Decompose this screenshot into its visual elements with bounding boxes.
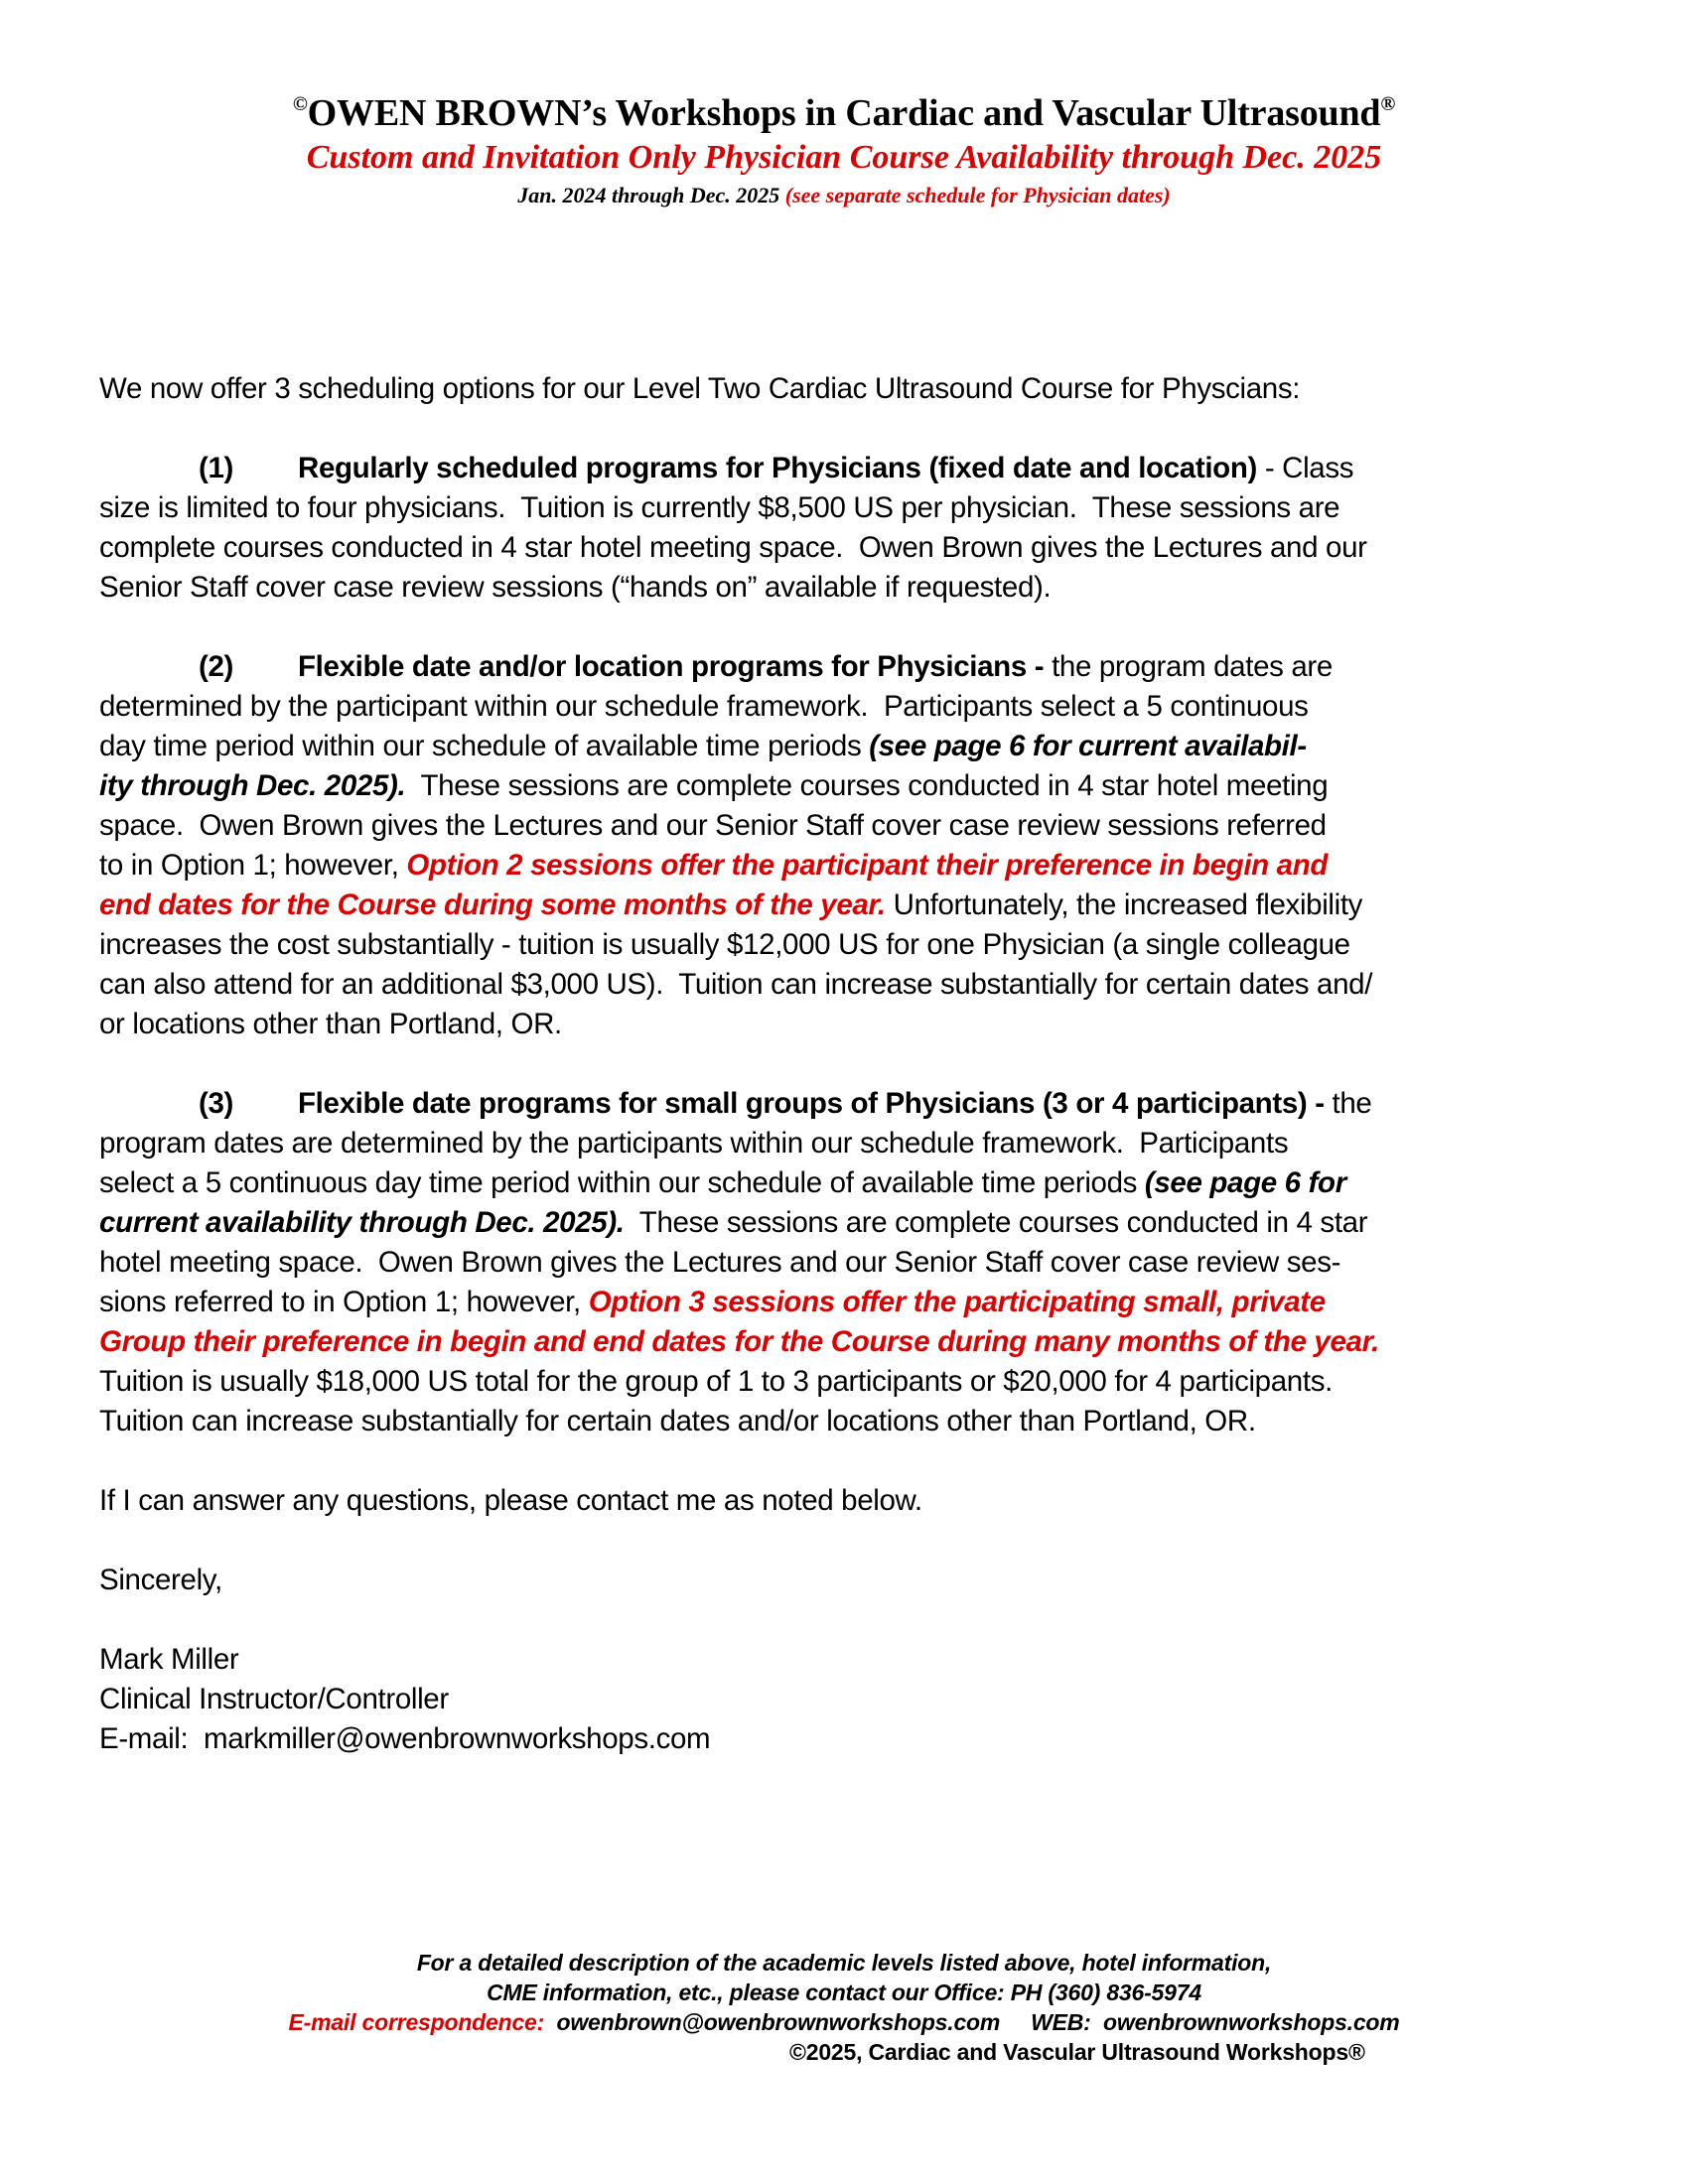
option-heading: Flexible date and/or location programs for Physicians - [298,650,1045,683]
option-2-paragraph [99,647,1609,1044]
option-line [99,965,1609,1005]
option-heading: Regularly scheduled programs for Physicians (fixed date and location) [298,452,1257,484]
option-text: to in Option 1; however, [99,849,407,882]
option-text: These sessions are complete courses conducted in 4 star hotel meeting [405,769,1329,802]
option-text: ity through Dec. 2025). [99,769,406,802]
option-text: (see page 6 for [1144,1166,1346,1199]
option-text: sions referred to in Option 1; however, [99,1286,589,1318]
option-text: space. Owen Brown gives the Lectures and our Senior Staff cover case review sessions referred [99,809,1327,842]
date-range-line [0,183,1688,208]
option-text: select a 5 continuous day time period within our schedule of available time periods [99,1166,1145,1199]
registered-mark: ® [1380,93,1396,115]
option-text: current availability through Dec. 2025). [99,1206,625,1239]
option-text: Senior Staff cover case review sessions (“hands on” available if requested). [99,571,1052,604]
option-line [99,1283,1609,1322]
option-line [99,1005,1609,1044]
option-line [99,1124,1609,1163]
option-3-paragraph [99,1084,1609,1441]
option-line [99,1243,1609,1283]
option-line [99,687,1609,727]
option-text: the program dates are [1044,650,1333,683]
option-text: (see page 6 for current availabil- [869,730,1307,762]
footer-contact-line [0,2007,1688,2037]
closing-block [99,1481,1609,1759]
option-line [99,488,1609,528]
highlight-text: Option 3 sessions offer the participating small, private [588,1286,1326,1318]
highlight-text: Option 2 sessions offer the participant their preference in begin and [406,849,1329,882]
copyright-mark: © [292,93,308,115]
option-line [99,1322,1609,1362]
footer-web-link[interactable]: owenbrownworkshops.com [1103,2009,1400,2035]
option-line [99,1362,1609,1402]
option-text: - Class [1256,452,1354,484]
option-line [99,1084,1609,1124]
option-text: Tuition can increase substantially for certain dates and/or locations other than Portland, OR. [99,1405,1256,1437]
highlight-text: Group their preference in begin and end dates for the Course during many months of the year. [99,1325,1379,1358]
option-text: increases the cost substantially - tuition is usually $12,000 US for one Physician (a single colleague [99,928,1350,961]
option-text: or locations other than Portland, OR. [99,1008,562,1040]
footer-email-link[interactable]: owenbrown@owenbrownworkshops.com [556,2009,1001,2035]
option-text: Unfortunately, the increased flexibility [885,888,1363,921]
footer-web-label: WEB: [1031,2009,1091,2035]
option-line [99,1402,1609,1441]
footer-email-label: E-mail correspondence: [288,2009,545,2035]
footer-line-2: CME information, etc., please contact our Office: PH (360) 836-5974 [487,1979,1201,2005]
option-1-paragraph [99,449,1609,608]
intro-paragraph [99,369,1609,409]
option-line [99,886,1609,925]
option-line [99,806,1609,846]
option-text: program dates are determined by the participants within our schedule framework. Participants [99,1127,1289,1160]
signer-name: Mark Miller [99,1643,239,1676]
footer-line-1: For a detailed description of the academic levels listed above, hotel information, [416,1950,1272,1976]
document-subtitle: Custom and Invitation Only Physician Course Availability through Dec. 2025 [306,139,1382,176]
option-number: (1) [199,452,234,484]
option-text: determined by the participant within our schedule framework. Participants select a 5 continuous [99,690,1309,723]
spacer [99,1600,1609,1640]
email-label: E-mail: [99,1722,189,1755]
option-text: size is limited to four physicians. Tuition is currently $8,500 US per physician. These sessions are [99,491,1340,524]
option-text: day time period within our schedule of available time periods [99,730,870,762]
question-line: If I can answer any questions, please contact me as noted below. [99,1484,922,1517]
option-line [99,449,1609,488]
option-number: (3) [199,1087,234,1120]
option-number: (2) [199,650,234,683]
option-line [99,647,1609,687]
option-text: hotel meeting space. Owen Brown gives the Lectures and our Senior Staff cover case review ses- [99,1246,1341,1279]
date-range: Jan. 2024 through Dec. 2025 [517,183,780,207]
option-line [99,766,1609,806]
option-text: the [1324,1087,1372,1120]
date-note: (see separate schedule for Physician dates) [784,183,1171,207]
title-text: OWEN BROWN’s Workshops in Cardiac and Vascular Ultrasound [307,92,1381,134]
option-text: These sessions are complete courses conducted in 4 star [624,1206,1368,1239]
highlight-text: end dates for the Course during some months of the year. [99,888,886,921]
footer [0,1948,1688,2067]
option-text: Tuition is usually $18,000 US total for the group of 1 to 3 participants or $20,000 for 4 participants. [99,1365,1333,1398]
document-title [0,91,1688,135]
option-text: complete courses conducted in 4 star hotel meeting space. Owen Brown gives the Lectures and our [99,531,1367,564]
option-line [99,568,1609,608]
option-text: can also attend for an additional $3,000 US). Tuition can increase substantially for certain dates and/ [99,968,1373,1001]
option-line [99,528,1609,568]
footer-copyright: ©2025, Cardiac and Vascular Ultrasound Workshops® [789,2039,1365,2065]
signer-email-link[interactable]: markmiller@owenbrownworkshops.com [204,1722,711,1755]
option-line [99,727,1609,766]
signer-email-line [99,1719,1609,1759]
intro-text: We now offer 3 scheduling options for our Level Two Cardiac Ultrasound Course for Physcians: [99,372,1301,405]
option-heading: Flexible date programs for small groups of Physicians (3 or 4 participants) - [298,1087,1325,1120]
salutation: Sincerely, [99,1564,222,1596]
option-line [99,846,1609,886]
option-line [99,1163,1609,1203]
option-line [99,925,1609,965]
spacer [99,1521,1609,1561]
signer-role: Clinical Instructor/Controller [99,1683,449,1715]
option-line [99,1203,1609,1243]
